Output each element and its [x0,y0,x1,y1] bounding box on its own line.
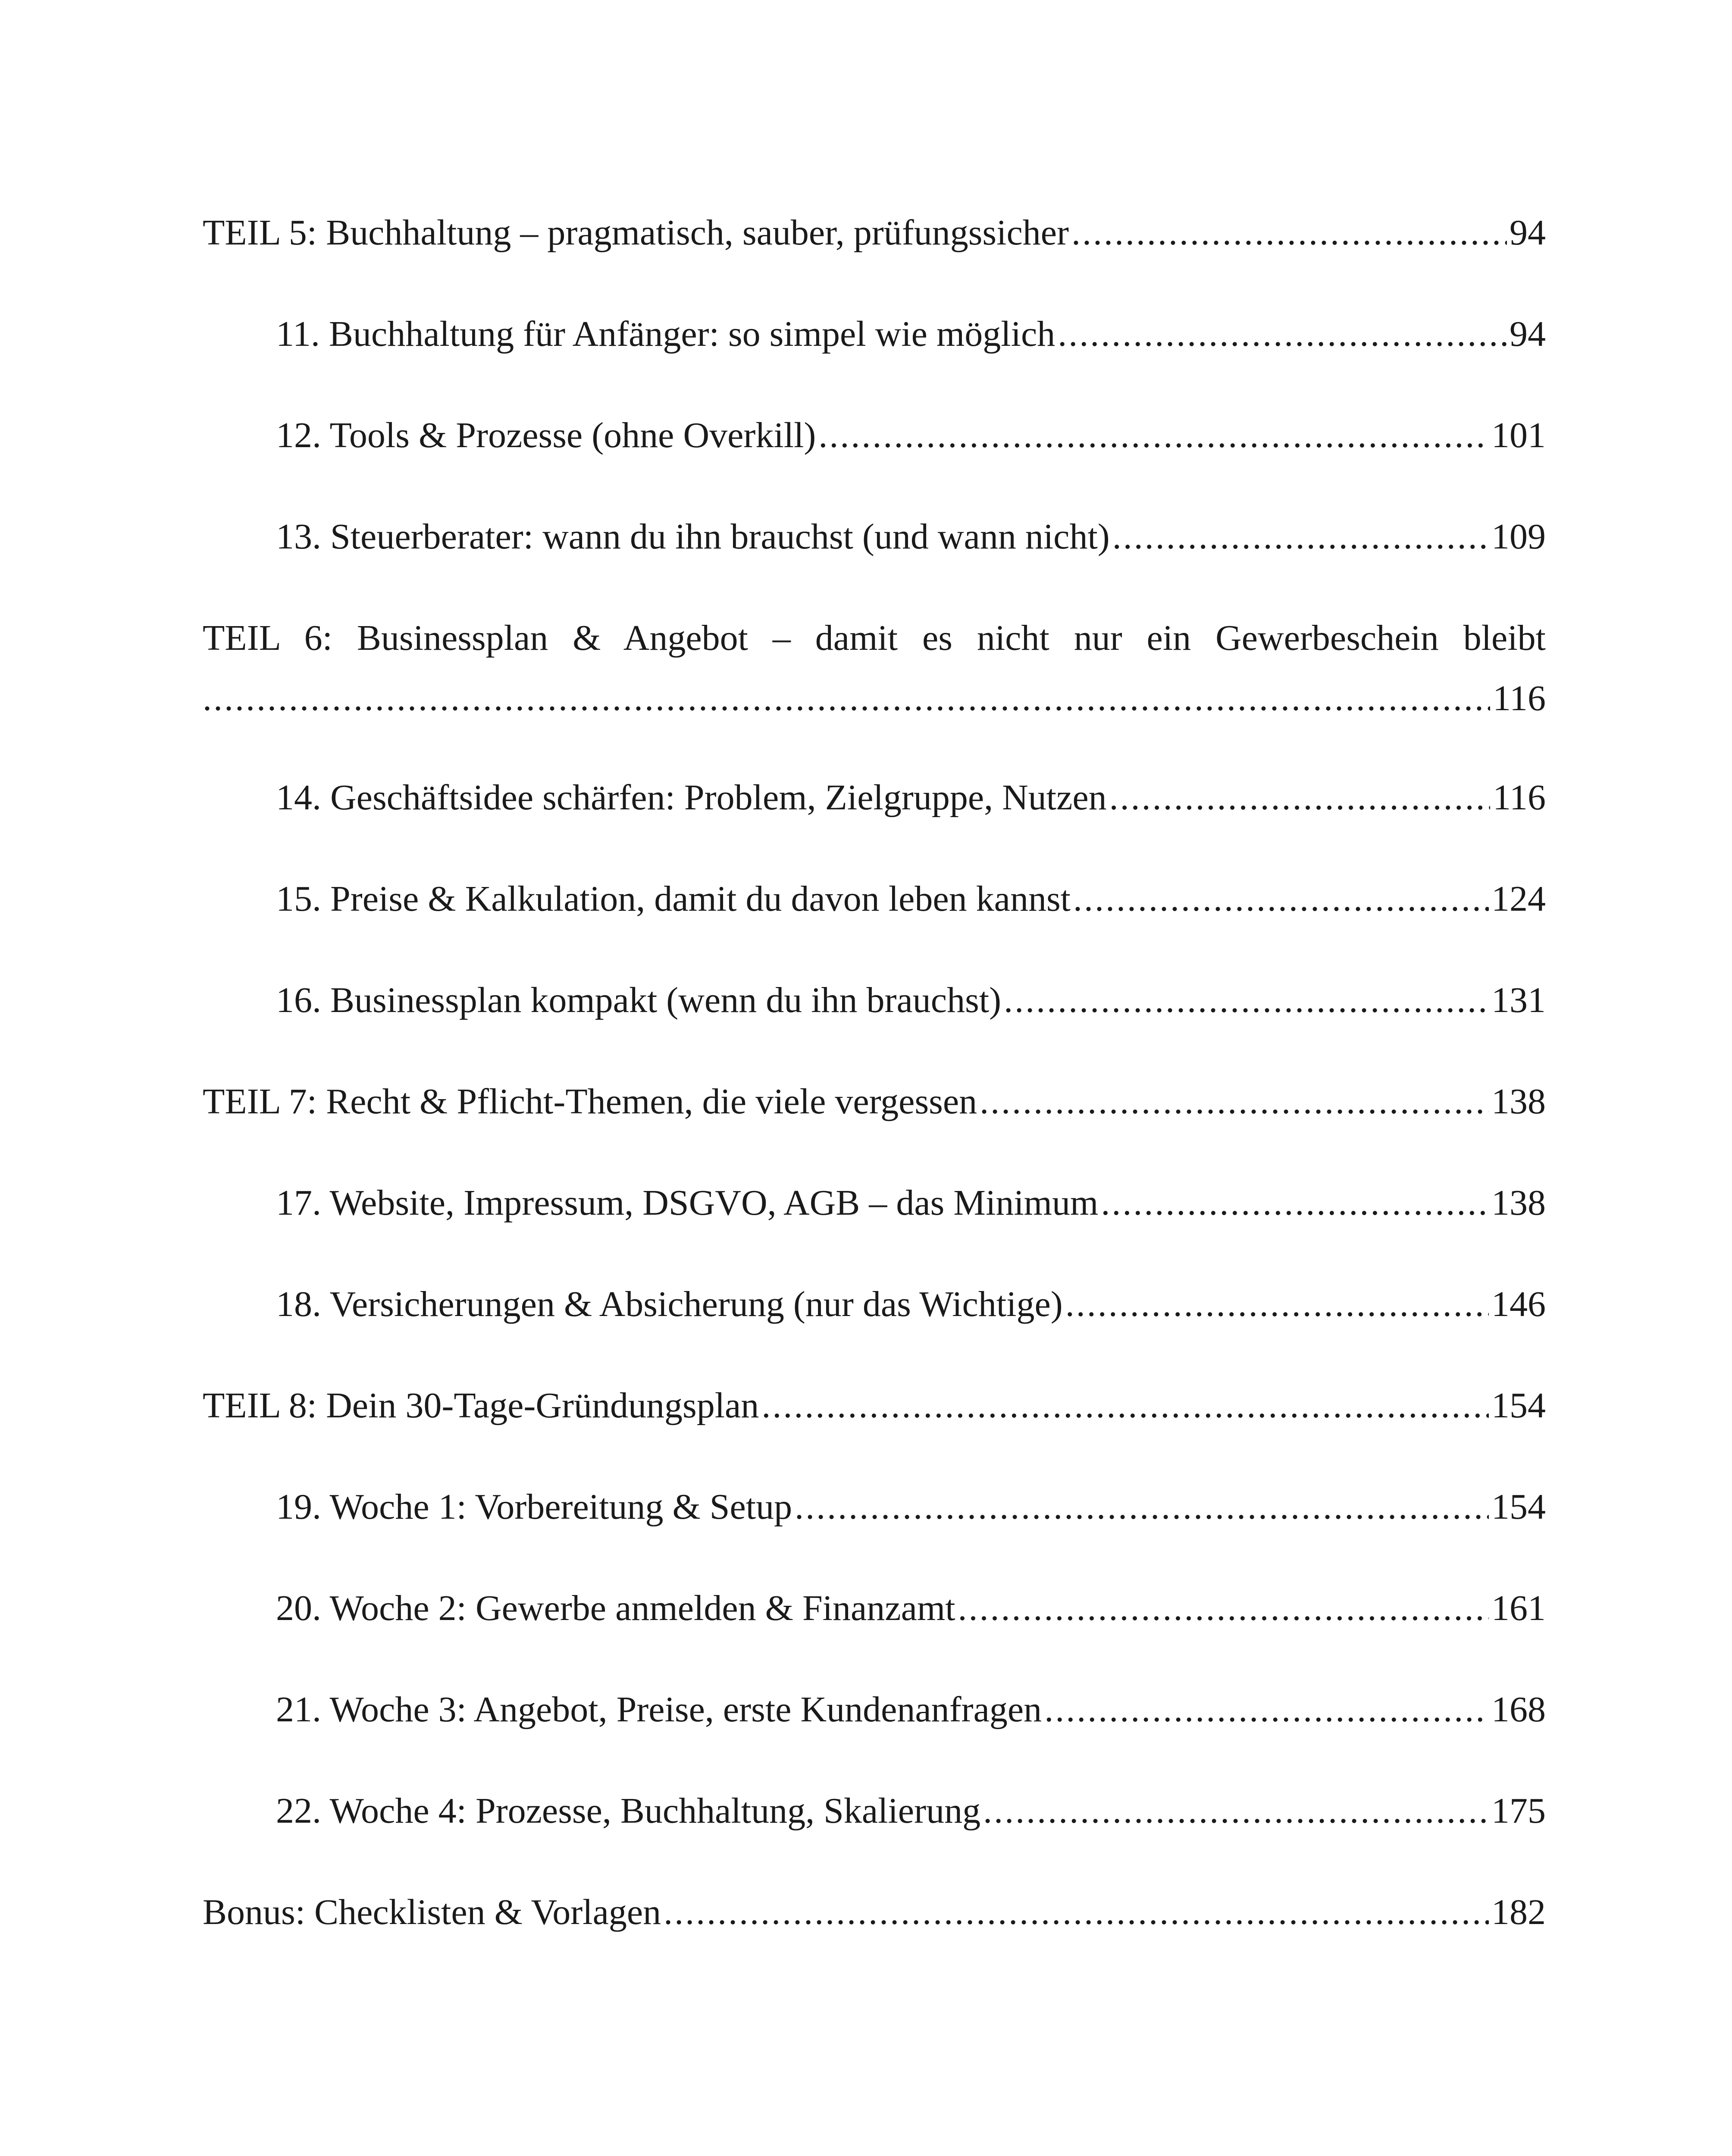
toc-entry-chapter-13[interactable] [203,515,1546,558]
toc-entry-chapter-21[interactable] [203,1688,1546,1731]
toc-entry-page: 154 [1491,1385,1546,1426]
toc-entry-chapter-19[interactable] [203,1485,1546,1529]
toc-entry-title: 17. Website, Impressum, DSGVO, AGB – das Minimum [276,1183,1099,1223]
toc-entry-title: TEIL 7: Recht & Pflicht-Themen, die viele vergessen [203,1081,977,1122]
dot-leader [983,1789,1489,1833]
toc-entry-title: 18. Versicherungen & Absicherung (nur das Wichtige) [276,1284,1063,1324]
toc-entry-title-wrapped [203,617,1546,660]
toc-entry-chapter-17[interactable] [203,1181,1546,1225]
toc-entry-teil-8[interactable] [203,1384,1546,1427]
toc-entry-page: 101 [1491,415,1546,455]
toc-entry-page: 94 [1510,314,1546,354]
dot-leader [1065,1283,1489,1326]
toc-entry-title: 15. Preise & Kalkulation, damit du davon leben kannst [276,879,1071,919]
toc-entry-title: 14. Geschäftsidee schärfen: Problem, Zielgruppe, Nutzen [276,777,1107,818]
toc-entry-chapter-18[interactable] [203,1283,1546,1326]
toc-entry-title: TEIL 8: Dein 30-Tage-Gründungsplan [203,1385,759,1426]
toc-entry-teil-6[interactable] [203,617,1546,720]
dot-leader [1112,515,1489,558]
dot-leader [1004,979,1489,1022]
dot-leader [980,1080,1489,1123]
toc-entry-page: 161 [1491,1588,1546,1628]
toc-entry-page: 116 [1493,678,1546,718]
dot-leader [1058,313,1507,356]
dot-leader [818,414,1489,457]
toc-entry-chapter-14[interactable] [203,776,1546,819]
toc-entry-title: 16. Businessplan kompakt (wenn du ihn brauchst) [276,980,1002,1020]
toc-entry-chapter-16[interactable] [203,979,1546,1022]
toc-entry-page: 94 [1510,213,1546,253]
toc-entry-page: 175 [1491,1791,1546,1831]
dot-leader [1073,877,1489,921]
dot-leader [203,677,1490,720]
dot-leader [1101,1181,1489,1225]
toc-entry-title: 13. Steuerberater: wann du ihn brauchst (und wann nicht) [276,517,1110,557]
dot-leader [958,1587,1489,1630]
toc-entry-title: TEIL 5: Buchhaltung – pragmatisch, sauber, prüfungssicher [203,213,1069,253]
dot-leader [664,1891,1489,1934]
toc-entry-page: 109 [1491,517,1546,557]
toc-entry-title: 19. Woche 1: Vorbereitung & Setup [276,1487,792,1527]
toc-entry-chapter-12[interactable] [203,414,1546,457]
toc-entry-page: 154 [1491,1487,1546,1527]
toc-entry-title: 11. Buchhaltung für Anfänger: so simpel wie möglich [276,314,1055,354]
toc-entry-page: 131 [1491,980,1546,1020]
toc-entry-page: 116 [1493,777,1546,818]
toc-entry-teil-7[interactable] [203,1080,1546,1123]
toc-entry-title: 21. Woche 3: Angebot, Preise, erste Kundenanfragen [276,1689,1042,1730]
toc-entry-title: 12. Tools & Prozesse (ohne Overkill) [276,415,816,455]
dot-leader [1109,776,1490,819]
toc-entry-page: 124 [1491,879,1546,919]
toc-entry-page: 138 [1491,1081,1546,1122]
dot-leader [795,1485,1489,1529]
toc-entry-title: TEIL 6: Businessplan & Angebot – damit es nicht nur ein Gewerbeschein bleibt [203,618,1546,658]
toc-entry-title: 20. Woche 2: Gewerbe anmelden & Finanzamt [276,1588,955,1628]
toc-entry-page: 138 [1491,1183,1546,1223]
toc-entry-chapter-11[interactable] [203,313,1546,356]
toc-entry-bonus[interactable] [203,1891,1546,1934]
toc-entry-teil-5[interactable] [203,211,1546,254]
dot-leader [1071,211,1507,254]
toc-entry-page: 168 [1491,1689,1546,1730]
toc-entry-chapter-15[interactable] [203,877,1546,921]
toc-entry-page: 146 [1491,1284,1546,1324]
dot-leader [761,1384,1489,1427]
toc-entry-title: Bonus: Checklisten & Vorlagen [203,1892,661,1932]
toc-entry-page: 182 [1491,1892,1546,1932]
dot-leader [1044,1688,1489,1731]
toc-entry-title: 22. Woche 4: Prozesse, Buchhaltung, Skalierung [276,1791,981,1831]
toc-entry-chapter-22[interactable] [203,1789,1546,1833]
toc-entry-chapter-20[interactable] [203,1587,1546,1630]
